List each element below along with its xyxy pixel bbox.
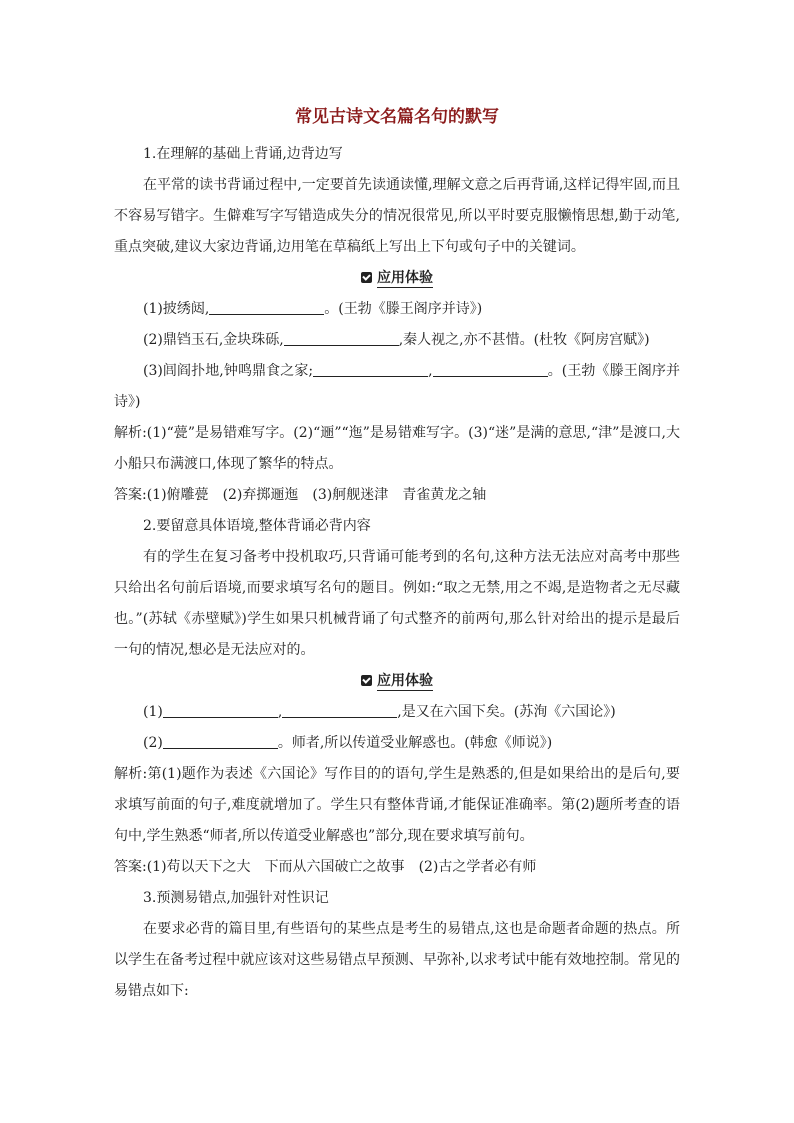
section-2-heading: 2.要留意具体语境,整体背诵必背内容 <box>143 518 371 534</box>
page-title: 常见古诗文名篇名句的默写 <box>295 107 499 127</box>
answer-blank <box>313 362 428 377</box>
document-body <box>114 139 680 1007</box>
section-1-answer: 答案:(1)俯雕甍 (2)弃掷逦迤 (3)舸舰迷津 青雀黄龙之轴 <box>114 487 487 503</box>
section-2-practice-heading: 应用体验 <box>114 666 680 697</box>
section-2-answer: 答案:(1)苟以天下之大 下而从六国破亡之故事 (2)古之学者必有师 <box>114 859 537 875</box>
section-1-question-1: (1)披绣闼, 。(王勃《滕王阁序并诗》) <box>143 301 483 317</box>
section-1-practice-heading: 应用体验 <box>114 263 680 294</box>
answer-blank <box>433 362 548 377</box>
section-1-analysis: 解析:(1)“甍”是易错难写字。(2)“逦”“迤”是易错难写字。(3)“迷”是满的意思,“津”是渡口,大小船只布满渡口,体现了繁华的特点。 <box>114 425 680 472</box>
section-1-question-2: (2)鼎铛玉石,金块珠砾, ,秦人视之,亦不甚惜。(杜牧《阿房宫赋》) <box>143 332 650 348</box>
checkbox-icon <box>361 675 372 686</box>
checkbox-icon <box>361 272 372 283</box>
section-2-paragraph: 有的学生在复习备考中投机取巧,只背诵可能考到的名句,这种方法无法应对高考中那些只给出名句前后语境,而要求填写名句的题目。例如:“取之无禁,用之不竭,是造物者之无尽藏也。”(苏轼《赤壁赋》)学生如果只机械背诵了句式整齐的前两句,那么针对给出的提示是最后一句的情况,想必是无法应对的。 <box>114 549 680 658</box>
answer-blank <box>282 703 397 718</box>
section-2-question-1: (1) , ,是又在六国下矣。(苏洵《六国论》) <box>143 704 616 720</box>
answer-blank <box>209 300 324 315</box>
section-1-heading: 1.在理解的基础上背诵,边背边写 <box>143 146 343 162</box>
section-3-paragraph: 在要求必背的篇目里,有些语句的某些点是考生的易错点,这也是命题者命题的热点。所以学生在备考过程中就应该对这些易错点早预测、早弥补,以求考试中能有效地控制。常见的易错点如下: <box>114 921 680 999</box>
section-1-question-3: (3)闾阎扑地,钟鸣鼎食之家; , 。(王勃《滕王阁序并诗》) <box>114 363 680 410</box>
answer-blank <box>163 734 278 749</box>
section-2-question-2: (2) 。师者,所以传道受业解惑也。(韩愈《师说》) <box>143 735 553 751</box>
answer-blank <box>284 331 399 346</box>
section-3-heading: 3.预测易错点,加强针对性识记 <box>143 890 329 906</box>
answer-blank <box>163 703 278 718</box>
section-2-analysis: 解析:第(1)题作为表述《六国论》写作目的的语句,学生是熟悉的,但是如果给出的是后句,要求填写前面的句子,难度就增加了。学生只有整体背诵,才能保证准确率。第(2)题所考查的语句中,学生熟悉“师者,所以传道受业解惑也”部分,现在要求填写前句。 <box>114 766 680 844</box>
section-1-paragraph: 在平常的读书背诵过程中,一定要首先读通读懂,理解文意之后再背诵,这样记得牢固,而且不容易写错字。生僻难写字写错造成失分的情况很常见,所以平时要克服懒惰思想,勤于动笔,重点突破,建议大家边背诵,边用笔在草稿纸上写出上下句或句子中的关键词。 <box>114 177 680 255</box>
